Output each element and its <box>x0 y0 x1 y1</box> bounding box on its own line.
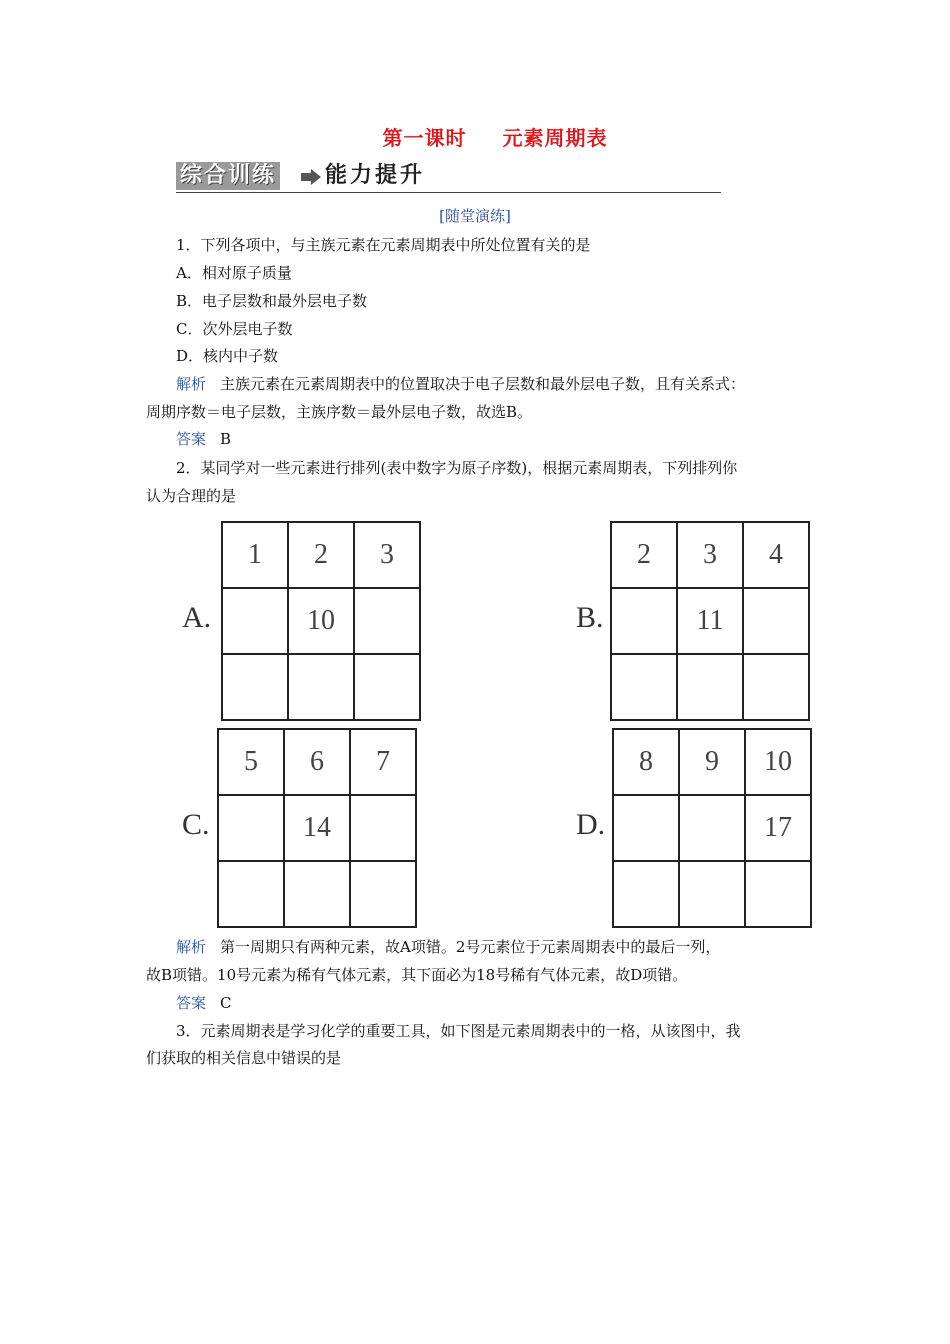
q1-analysis-line2: 周期序数＝电子层数，主族序数＝最外层电子数，故选B。 <box>146 403 533 421</box>
q3-stem-line1: 3．元素周期表是学习化学的重要工具，如下图是元素周期表中的一格，从该图中，我 <box>176 1022 741 1040</box>
q2-answer <box>146 993 856 1013</box>
q2-analysis-line1 <box>146 937 856 957</box>
grid-cell: 17 <box>745 795 811 861</box>
grid-cell <box>350 795 416 861</box>
q2-stem-line1: 2．某同学对一些元素进行排列(表中数字为原子序数)，根据元素周期表，下列排列你 <box>176 459 738 477</box>
grid-cell <box>613 861 679 927</box>
q1-analysis-line1 <box>146 374 856 394</box>
grid-cell <box>354 588 420 654</box>
grid-cell <box>288 654 354 720</box>
grid-cell: 5 <box>218 729 284 795</box>
grid-cell <box>222 654 288 720</box>
q2-stem-line2: 认为合理的是 <box>146 487 237 505</box>
banner-label: 综合训练 <box>176 162 280 190</box>
grid-cell <box>743 654 809 720</box>
grid-cell: 11 <box>677 588 743 654</box>
grid-cell: 1 <box>222 522 288 588</box>
grid-cell: 3 <box>677 522 743 588</box>
grid-cell <box>611 588 677 654</box>
q2-option-c-label: C. <box>182 808 210 841</box>
q1-answer-value: B <box>220 430 232 448</box>
grid-cell <box>679 795 745 861</box>
grid-cell <box>222 588 288 654</box>
q2-answer-value: C <box>220 994 232 1012</box>
q2-option-b-label: B. <box>576 601 604 634</box>
grid-cell <box>218 795 284 861</box>
grid-cell: 14 <box>284 795 350 861</box>
q3-stem-line2: 们获取的相关信息中错误的是 <box>146 1049 342 1067</box>
grid-cell: 3 <box>354 522 420 588</box>
q2-option-b-grid <box>610 521 810 721</box>
q1-stem: 1．下列各项中，与主族元素在元素周期表中所处位置有关的是 <box>176 236 591 254</box>
q1-answer <box>146 429 856 449</box>
banner-divider <box>176 192 721 193</box>
grid-cell <box>677 654 743 720</box>
grid-cell <box>350 861 416 927</box>
arrow-right-icon <box>301 169 321 185</box>
grid-cell: 2 <box>611 522 677 588</box>
grid-cell: 2 <box>288 522 354 588</box>
q1-answer-label: 答案 <box>176 430 207 448</box>
q1-option-a: A．相对原子质量 <box>176 264 292 282</box>
grid-cell: 7 <box>350 729 416 795</box>
grid-cell: 4 <box>743 522 809 588</box>
grid-cell <box>743 588 809 654</box>
q2-option-d-label: D. <box>576 808 606 841</box>
q2-option-c-grid <box>217 728 417 928</box>
q2-analysis-line2: 故B项错。10号元素为稀有气体元素，其下面必为18号稀有气体元素，故D项错。 <box>146 966 688 984</box>
q1-option-d: D．核内中子数 <box>176 347 279 365</box>
grid-cell <box>611 654 677 720</box>
section-heading: [随堂演练] <box>439 207 511 225</box>
q2-option-d-grid <box>612 728 812 928</box>
grid-cell: 8 <box>613 729 679 795</box>
grid-cell <box>218 861 284 927</box>
q1-analysis-label: 解析 <box>176 375 207 393</box>
q2-answer-label: 答案 <box>176 994 207 1012</box>
page-title <box>0 122 950 151</box>
grid-cell <box>613 795 679 861</box>
q2-option-a-grid <box>221 521 421 721</box>
q2-analysis-label: 解析 <box>176 938 207 956</box>
q1-option-b: B．电子层数和最外层电子数 <box>176 292 368 310</box>
grid-cell <box>284 861 350 927</box>
grid-cell: 10 <box>288 588 354 654</box>
grid-cell <box>745 861 811 927</box>
q2-option-a-label: A. <box>182 601 212 634</box>
title-part1: 第一课时 <box>382 126 467 150</box>
banner-sub: 能力提升 <box>325 163 426 188</box>
grid-cell <box>354 654 420 720</box>
title-part2: 元素周期表 <box>502 126 608 150</box>
grid-cell: 6 <box>284 729 350 795</box>
q1-option-c: C．次外层电子数 <box>176 320 293 338</box>
grid-cell: 10 <box>745 729 811 795</box>
grid-cell: 9 <box>679 729 745 795</box>
section-banner <box>176 160 721 194</box>
q1-analysis-text1: 主族元素在元素周期表中的位置取决于电子层数和最外层电子数，且有关系式： <box>220 375 746 393</box>
q2-analysis-text1: 第一周期只有两种元素，故A项错。2号元素位于元素周期表中的最后一列， <box>220 938 721 956</box>
grid-cell <box>679 861 745 927</box>
